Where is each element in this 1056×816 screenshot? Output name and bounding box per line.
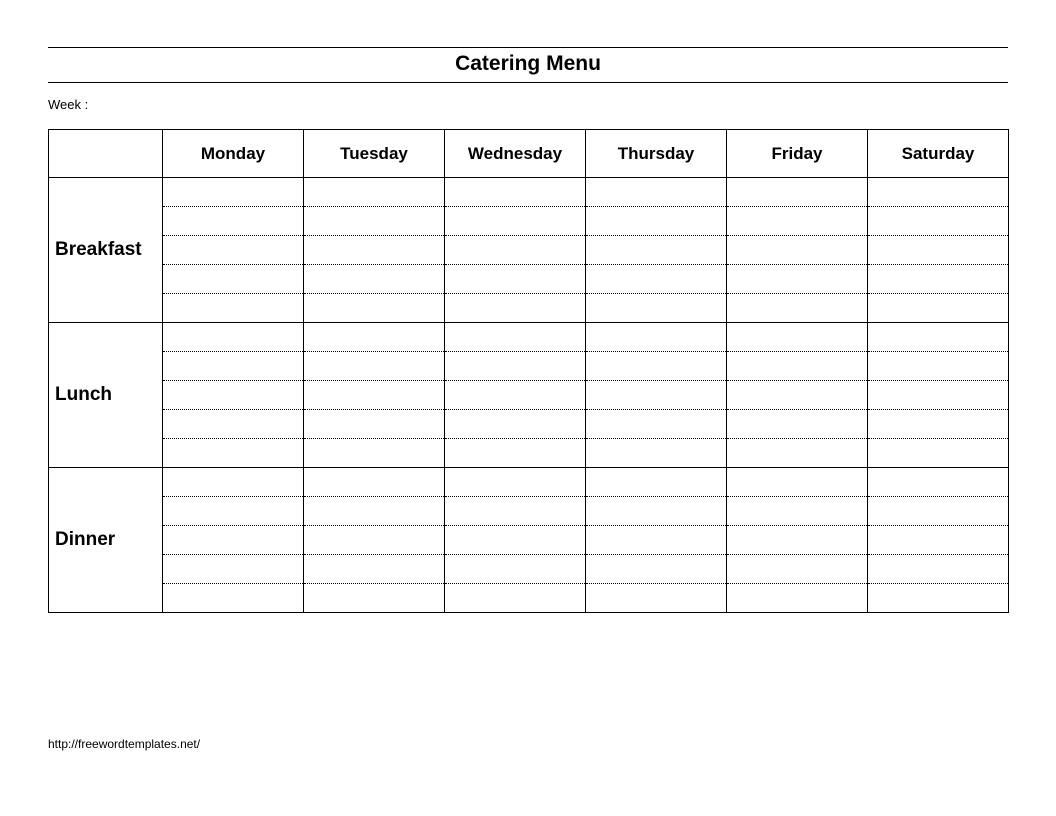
menu-entry-cell[interactable] bbox=[586, 410, 727, 439]
menu-entry-cell[interactable] bbox=[586, 178, 727, 207]
breakfast-row bbox=[49, 265, 1009, 294]
dinner-row bbox=[49, 468, 1009, 497]
menu-entry-cell[interactable] bbox=[163, 526, 304, 555]
menu-entry-cell[interactable] bbox=[868, 236, 1009, 265]
header-row bbox=[49, 130, 1009, 178]
menu-entry-cell[interactable] bbox=[304, 236, 445, 265]
menu-entry-cell[interactable] bbox=[586, 526, 727, 555]
lunch-row bbox=[49, 410, 1009, 439]
day-header-friday: Friday bbox=[727, 130, 868, 178]
menu-entry-cell[interactable] bbox=[445, 381, 586, 410]
title-bottom-rule bbox=[48, 82, 1008, 83]
menu-entry-cell[interactable] bbox=[445, 207, 586, 236]
menu-entry-cell[interactable] bbox=[868, 207, 1009, 236]
week-label: Week : bbox=[48, 97, 89, 112]
menu-entry-cell[interactable] bbox=[304, 410, 445, 439]
menu-entry-cell[interactable] bbox=[586, 497, 727, 526]
dinner-row bbox=[49, 526, 1009, 555]
menu-entry-cell[interactable] bbox=[727, 555, 868, 584]
menu-entry-cell[interactable] bbox=[868, 352, 1009, 381]
lunch-row bbox=[49, 352, 1009, 381]
menu-entry-cell[interactable] bbox=[586, 439, 727, 468]
day-header-monday: Monday bbox=[163, 130, 304, 178]
menu-entry-cell[interactable] bbox=[163, 207, 304, 236]
menu-entry-cell[interactable] bbox=[586, 207, 727, 236]
corner-cell bbox=[49, 130, 163, 178]
menu-entry-cell[interactable] bbox=[727, 497, 868, 526]
menu-entry-cell[interactable] bbox=[304, 352, 445, 381]
menu-entry-cell[interactable] bbox=[445, 526, 586, 555]
menu-entry-cell[interactable] bbox=[163, 555, 304, 584]
dinner-row bbox=[49, 497, 1009, 526]
page-title: Catering Menu bbox=[455, 52, 601, 75]
menu-entry-cell[interactable] bbox=[445, 352, 586, 381]
menu-entry-cell[interactable] bbox=[586, 352, 727, 381]
menu-entry-cell[interactable] bbox=[304, 265, 445, 294]
title-top-rule bbox=[48, 47, 1008, 48]
menu-entry-cell[interactable] bbox=[445, 468, 586, 497]
meal-label-breakfast: Breakfast bbox=[49, 178, 163, 323]
menu-entry-cell[interactable] bbox=[304, 439, 445, 468]
dinner-row bbox=[49, 584, 1009, 613]
menu-entry-cell[interactable] bbox=[445, 584, 586, 613]
menu-table bbox=[48, 129, 1009, 613]
lunch-row bbox=[49, 381, 1009, 410]
menu-entry-cell[interactable] bbox=[586, 381, 727, 410]
menu-entry-cell[interactable] bbox=[163, 439, 304, 468]
menu-entry-cell[interactable] bbox=[304, 497, 445, 526]
menu-entry-cell[interactable] bbox=[868, 323, 1009, 352]
menu-entry-cell[interactable] bbox=[586, 555, 727, 584]
menu-entry-cell[interactable] bbox=[445, 265, 586, 294]
menu-entry-cell[interactable] bbox=[727, 526, 868, 555]
menu-entry-cell[interactable] bbox=[727, 207, 868, 236]
menu-entry-cell[interactable] bbox=[868, 497, 1009, 526]
menu-entry-cell[interactable] bbox=[868, 381, 1009, 410]
lunch-row bbox=[49, 439, 1009, 468]
menu-entry-cell[interactable] bbox=[868, 526, 1009, 555]
menu-entry-cell[interactable] bbox=[163, 294, 304, 323]
menu-entry-cell[interactable] bbox=[163, 323, 304, 352]
menu-entry-cell[interactable] bbox=[163, 468, 304, 497]
menu-entry-cell[interactable] bbox=[727, 265, 868, 294]
menu-entry-cell[interactable] bbox=[163, 265, 304, 294]
menu-entry-cell[interactable] bbox=[586, 323, 727, 352]
menu-entry-cell[interactable] bbox=[304, 207, 445, 236]
breakfast-row bbox=[49, 294, 1009, 323]
menu-entry-cell[interactable] bbox=[727, 381, 868, 410]
menu-entry-cell[interactable] bbox=[586, 294, 727, 323]
menu-entry-cell[interactable] bbox=[727, 352, 868, 381]
menu-entry-cell[interactable] bbox=[304, 178, 445, 207]
menu-entry-cell[interactable] bbox=[586, 265, 727, 294]
menu-entry-cell[interactable] bbox=[445, 439, 586, 468]
menu-entry-cell[interactable] bbox=[163, 236, 304, 265]
menu-entry-cell[interactable] bbox=[727, 410, 868, 439]
menu-entry-cell[interactable] bbox=[727, 236, 868, 265]
meal-label-dinner: Dinner bbox=[49, 468, 163, 613]
menu-entry-cell[interactable] bbox=[727, 294, 868, 323]
menu-entry-cell[interactable] bbox=[445, 497, 586, 526]
breakfast-row bbox=[49, 207, 1009, 236]
menu-entry-cell[interactable] bbox=[304, 584, 445, 613]
menu-entry-cell[interactable] bbox=[727, 584, 868, 613]
menu-entry-cell[interactable] bbox=[868, 294, 1009, 323]
menu-entry-cell[interactable] bbox=[868, 178, 1009, 207]
menu-entry-cell[interactable] bbox=[163, 497, 304, 526]
menu-entry-cell[interactable] bbox=[868, 468, 1009, 497]
menu-entry-cell[interactable] bbox=[163, 381, 304, 410]
menu-entry-cell[interactable] bbox=[445, 410, 586, 439]
menu-entry-cell[interactable] bbox=[445, 236, 586, 265]
menu-entry-cell[interactable] bbox=[304, 468, 445, 497]
menu-entry-cell[interactable] bbox=[727, 323, 868, 352]
menu-entry-cell[interactable] bbox=[163, 584, 304, 613]
menu-entry-cell[interactable] bbox=[868, 439, 1009, 468]
menu-entry-cell[interactable] bbox=[868, 410, 1009, 439]
menu-entry-cell[interactable] bbox=[304, 323, 445, 352]
lunch-row bbox=[49, 323, 1009, 352]
menu-entry-cell[interactable] bbox=[868, 555, 1009, 584]
menu-entry-cell[interactable] bbox=[304, 526, 445, 555]
menu-entry-cell[interactable] bbox=[868, 584, 1009, 613]
menu-entry-cell[interactable] bbox=[727, 468, 868, 497]
day-header-thursday: Thursday bbox=[586, 130, 727, 178]
menu-entry-cell[interactable] bbox=[727, 439, 868, 468]
menu-entry-cell[interactable] bbox=[163, 410, 304, 439]
day-header-saturday: Saturday bbox=[868, 130, 1009, 178]
menu-entry-cell[interactable] bbox=[586, 236, 727, 265]
menu-entry-cell[interactable] bbox=[727, 178, 868, 207]
menu-entry-cell[interactable] bbox=[445, 555, 586, 584]
menu-entry-cell[interactable] bbox=[868, 265, 1009, 294]
menu-entry-cell[interactable] bbox=[304, 555, 445, 584]
menu-entry-cell[interactable] bbox=[445, 178, 586, 207]
breakfast-row bbox=[49, 178, 1009, 207]
footer-url: http://freewordtemplates.net/ bbox=[48, 737, 201, 751]
day-header-tuesday: Tuesday bbox=[304, 130, 445, 178]
menu-entry-cell[interactable] bbox=[304, 294, 445, 323]
menu-entry-cell[interactable] bbox=[163, 178, 304, 207]
menu-entry-cell[interactable] bbox=[304, 381, 445, 410]
breakfast-row bbox=[49, 236, 1009, 265]
menu-entry-cell[interactable] bbox=[586, 584, 727, 613]
menu-entry-cell[interactable] bbox=[586, 468, 727, 497]
dinner-row bbox=[49, 555, 1009, 584]
menu-entry-cell[interactable] bbox=[445, 323, 586, 352]
day-header-wednesday: Wednesday bbox=[445, 130, 586, 178]
menu-entry-cell[interactable] bbox=[163, 352, 304, 381]
menu-entry-cell[interactable] bbox=[445, 294, 586, 323]
meal-label-lunch: Lunch bbox=[49, 323, 163, 468]
